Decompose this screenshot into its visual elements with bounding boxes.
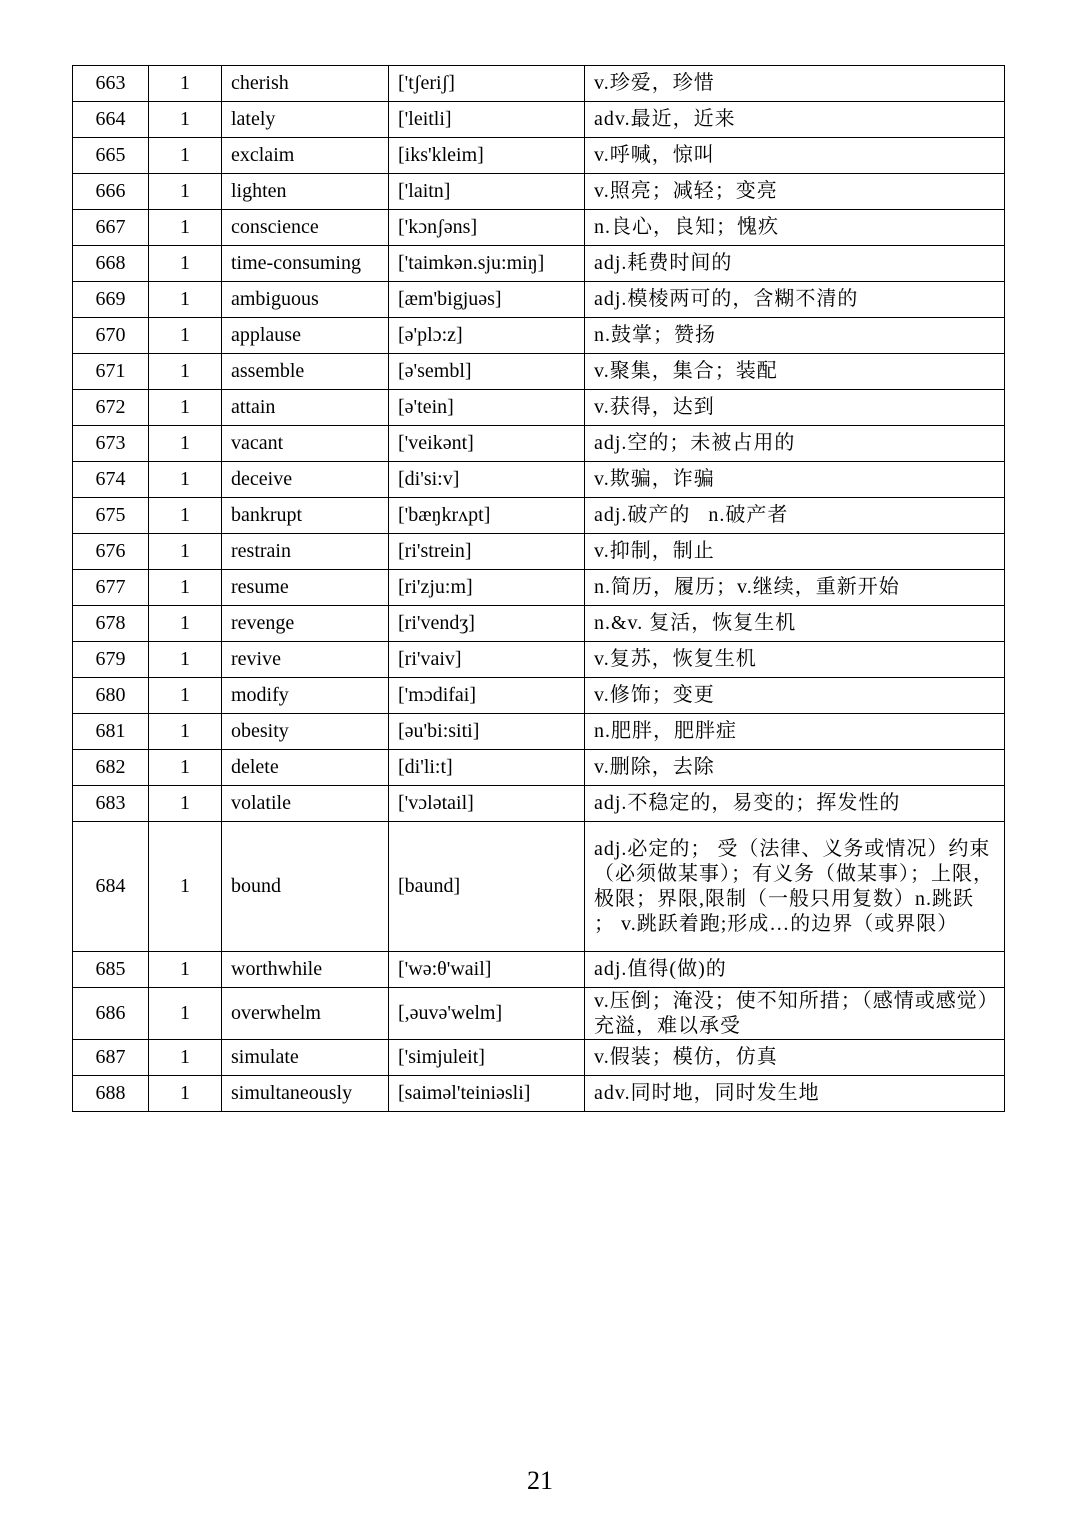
entry-word: simulate bbox=[222, 1040, 389, 1076]
entry-number: 673 bbox=[73, 426, 149, 462]
entry-phonetic: [ri'zju:m] bbox=[389, 570, 585, 606]
entry-meaning: n.良心，良知；愧疚 bbox=[585, 210, 1005, 246]
entry-meaning: adj.值得(做)的 bbox=[585, 952, 1005, 988]
entry-frequency: 1 bbox=[149, 246, 222, 282]
entry-word: overwhelm bbox=[222, 988, 389, 1040]
entry-number: 679 bbox=[73, 642, 149, 678]
entry-frequency: 1 bbox=[149, 786, 222, 822]
entry-number: 681 bbox=[73, 714, 149, 750]
entry-phonetic: [iks'kleim] bbox=[389, 138, 585, 174]
entry-phonetic: ['bæŋkrʌpt] bbox=[389, 498, 585, 534]
entry-number: 676 bbox=[73, 534, 149, 570]
entry-word: ambiguous bbox=[222, 282, 389, 318]
entry-word: exclaim bbox=[222, 138, 389, 174]
entry-word: restrain bbox=[222, 534, 389, 570]
entry-word: attain bbox=[222, 390, 389, 426]
table-row bbox=[73, 354, 1005, 390]
entry-meaning: v.聚集，集合；装配 bbox=[585, 354, 1005, 390]
entry-phonetic: ['leitli] bbox=[389, 102, 585, 138]
entry-phonetic: [di'li:t] bbox=[389, 750, 585, 786]
entry-phonetic: ['tʃeriʃ] bbox=[389, 66, 585, 102]
entry-number: 685 bbox=[73, 952, 149, 988]
entry-meaning: v.珍爱，珍惜 bbox=[585, 66, 1005, 102]
entry-number: 682 bbox=[73, 750, 149, 786]
vocabulary-table-body bbox=[73, 66, 1005, 1112]
page-number: 21 bbox=[527, 1466, 553, 1495]
entry-frequency: 1 bbox=[149, 354, 222, 390]
entry-frequency: 1 bbox=[149, 570, 222, 606]
entry-number: 663 bbox=[73, 66, 149, 102]
entry-frequency: 1 bbox=[149, 642, 222, 678]
entry-word: lighten bbox=[222, 174, 389, 210]
table-row bbox=[73, 606, 1005, 642]
entry-phonetic: ['kɔnʃəns] bbox=[389, 210, 585, 246]
entry-number: 688 bbox=[73, 1076, 149, 1112]
entry-word: worthwhile bbox=[222, 952, 389, 988]
entry-phonetic: [,əuvə'welm] bbox=[389, 988, 585, 1040]
entry-number: 668 bbox=[73, 246, 149, 282]
entry-frequency: 1 bbox=[149, 952, 222, 988]
entry-phonetic: [saiməl'teiniəsli] bbox=[389, 1076, 585, 1112]
table-row bbox=[73, 570, 1005, 606]
entry-number: 687 bbox=[73, 1040, 149, 1076]
table-row bbox=[73, 210, 1005, 246]
table-row bbox=[73, 462, 1005, 498]
entry-meaning: adj.耗费时间的 bbox=[585, 246, 1005, 282]
entry-number: 683 bbox=[73, 786, 149, 822]
entry-meaning: n.鼓掌；赞扬 bbox=[585, 318, 1005, 354]
entry-number: 675 bbox=[73, 498, 149, 534]
entry-phonetic: [ri'vendʒ] bbox=[389, 606, 585, 642]
table-row bbox=[73, 102, 1005, 138]
entry-phonetic: [ri'vaiv] bbox=[389, 642, 585, 678]
entry-word: applause bbox=[222, 318, 389, 354]
entry-number: 671 bbox=[73, 354, 149, 390]
entry-meaning: v.修饰；变更 bbox=[585, 678, 1005, 714]
entry-meaning: v.呼喊，惊叫 bbox=[585, 138, 1005, 174]
table-row bbox=[73, 1076, 1005, 1112]
vocabulary-table bbox=[72, 65, 1005, 1112]
entry-word: revive bbox=[222, 642, 389, 678]
entry-meaning: v.压倒；淹没；使不知所措；（感情或感觉）充溢，难以承受 bbox=[585, 988, 1005, 1040]
entry-frequency: 1 bbox=[149, 750, 222, 786]
entry-word: volatile bbox=[222, 786, 389, 822]
entry-number: 670 bbox=[73, 318, 149, 354]
table-row bbox=[73, 822, 1005, 952]
entry-frequency: 1 bbox=[149, 390, 222, 426]
entry-word: deceive bbox=[222, 462, 389, 498]
entry-word: revenge bbox=[222, 606, 389, 642]
entry-number: 667 bbox=[73, 210, 149, 246]
entry-frequency: 1 bbox=[149, 66, 222, 102]
entry-meaning: adj.破产的 n.破产者 bbox=[585, 498, 1005, 534]
entry-phonetic: [əu'bi:siti] bbox=[389, 714, 585, 750]
entry-frequency: 1 bbox=[149, 174, 222, 210]
entry-frequency: 1 bbox=[149, 210, 222, 246]
entry-frequency: 1 bbox=[149, 714, 222, 750]
entry-frequency: 1 bbox=[149, 606, 222, 642]
table-row bbox=[73, 714, 1005, 750]
entry-meaning: adj.模棱两可的，含糊不清的 bbox=[585, 282, 1005, 318]
entry-meaning: v.抑制，制止 bbox=[585, 534, 1005, 570]
entry-meaning: adv.最近，近来 bbox=[585, 102, 1005, 138]
entry-phonetic: [ə'sembl] bbox=[389, 354, 585, 390]
table-row bbox=[73, 138, 1005, 174]
entry-word: bankrupt bbox=[222, 498, 389, 534]
entry-phonetic: ['taimkən.sju:miŋ] bbox=[389, 246, 585, 282]
table-row bbox=[73, 952, 1005, 988]
table-row bbox=[73, 174, 1005, 210]
entry-number: 669 bbox=[73, 282, 149, 318]
entry-word: time-consuming bbox=[222, 246, 389, 282]
entry-frequency: 1 bbox=[149, 138, 222, 174]
entry-meaning: adj.空的；未被占用的 bbox=[585, 426, 1005, 462]
entry-phonetic: ['simjuleit] bbox=[389, 1040, 585, 1076]
entry-meaning: v.获得，达到 bbox=[585, 390, 1005, 426]
table-row bbox=[73, 1040, 1005, 1076]
entry-meaning: n.肥胖，肥胖症 bbox=[585, 714, 1005, 750]
table-row bbox=[73, 750, 1005, 786]
entry-phonetic: ['laitn] bbox=[389, 174, 585, 210]
entry-phonetic: [ə'plɔ:z] bbox=[389, 318, 585, 354]
entry-word: bound bbox=[222, 822, 389, 952]
entry-phonetic: ['mɔdifai] bbox=[389, 678, 585, 714]
entry-frequency: 1 bbox=[149, 1076, 222, 1112]
entry-number: 672 bbox=[73, 390, 149, 426]
table-row bbox=[73, 426, 1005, 462]
entry-phonetic: [æm'bigjuəs] bbox=[389, 282, 585, 318]
table-row bbox=[73, 498, 1005, 534]
entry-frequency: 1 bbox=[149, 462, 222, 498]
entry-frequency: 1 bbox=[149, 822, 222, 952]
entry-frequency: 1 bbox=[149, 282, 222, 318]
entry-phonetic: [di'si:v] bbox=[389, 462, 585, 498]
entry-meaning: adj.不稳定的，易变的；挥发性的 bbox=[585, 786, 1005, 822]
entry-number: 666 bbox=[73, 174, 149, 210]
entry-frequency: 1 bbox=[149, 534, 222, 570]
entry-number: 674 bbox=[73, 462, 149, 498]
table-row bbox=[73, 246, 1005, 282]
entry-word: cherish bbox=[222, 66, 389, 102]
entry-meaning: v.照亮；减轻；变亮 bbox=[585, 174, 1005, 210]
entry-phonetic: [ə'tein] bbox=[389, 390, 585, 426]
table-row bbox=[73, 318, 1005, 354]
entry-word: obesity bbox=[222, 714, 389, 750]
entry-number: 664 bbox=[73, 102, 149, 138]
table-row bbox=[73, 678, 1005, 714]
entry-meaning: v.复苏，恢复生机 bbox=[585, 642, 1005, 678]
table-row bbox=[73, 282, 1005, 318]
entry-word: delete bbox=[222, 750, 389, 786]
entry-meaning: v.欺骗，诈骗 bbox=[585, 462, 1005, 498]
entry-frequency: 1 bbox=[149, 498, 222, 534]
entry-word: conscience bbox=[222, 210, 389, 246]
entry-frequency: 1 bbox=[149, 988, 222, 1040]
entry-meaning: n.&v. 复活，恢复生机 bbox=[585, 606, 1005, 642]
entry-frequency: 1 bbox=[149, 1040, 222, 1076]
table-row bbox=[73, 642, 1005, 678]
entry-frequency: 1 bbox=[149, 678, 222, 714]
entry-meaning: n.简历，履历；v.继续，重新开始 bbox=[585, 570, 1005, 606]
table-row bbox=[73, 66, 1005, 102]
entry-word: modify bbox=[222, 678, 389, 714]
entry-meaning: v.删除，去除 bbox=[585, 750, 1005, 786]
entry-number: 684 bbox=[73, 822, 149, 952]
entry-number: 680 bbox=[73, 678, 149, 714]
entry-word: vacant bbox=[222, 426, 389, 462]
entry-word: assemble bbox=[222, 354, 389, 390]
entry-word: resume bbox=[222, 570, 389, 606]
entry-frequency: 1 bbox=[149, 102, 222, 138]
entry-phonetic: ['vɔlətail] bbox=[389, 786, 585, 822]
entry-phonetic: [ri'strein] bbox=[389, 534, 585, 570]
entry-number: 678 bbox=[73, 606, 149, 642]
entry-phonetic: ['veikənt] bbox=[389, 426, 585, 462]
entry-number: 686 bbox=[73, 988, 149, 1040]
entry-meaning: v.假装；模仿，仿真 bbox=[585, 1040, 1005, 1076]
table-row bbox=[73, 988, 1005, 1040]
entry-frequency: 1 bbox=[149, 426, 222, 462]
entry-meaning: adv.同时地，同时发生地 bbox=[585, 1076, 1005, 1112]
table-row bbox=[73, 534, 1005, 570]
table-row bbox=[73, 390, 1005, 426]
entry-word: simultaneously bbox=[222, 1076, 389, 1112]
entry-number: 677 bbox=[73, 570, 149, 606]
entry-phonetic: [baund] bbox=[389, 822, 585, 952]
entry-frequency: 1 bbox=[149, 318, 222, 354]
entry-word: lately bbox=[222, 102, 389, 138]
table-row bbox=[73, 786, 1005, 822]
entry-meaning: adj.必定的； 受（法律、义务或情况）约束（必须做某事）；有义务（做某事）；上限，极限；界限,限制（一般只用复数）n.跳跃 ； v.跳跃着跑;形成…的边界（或界限） bbox=[585, 822, 1005, 952]
entry-phonetic: ['wə:θ'wail] bbox=[389, 952, 585, 988]
entry-number: 665 bbox=[73, 138, 149, 174]
